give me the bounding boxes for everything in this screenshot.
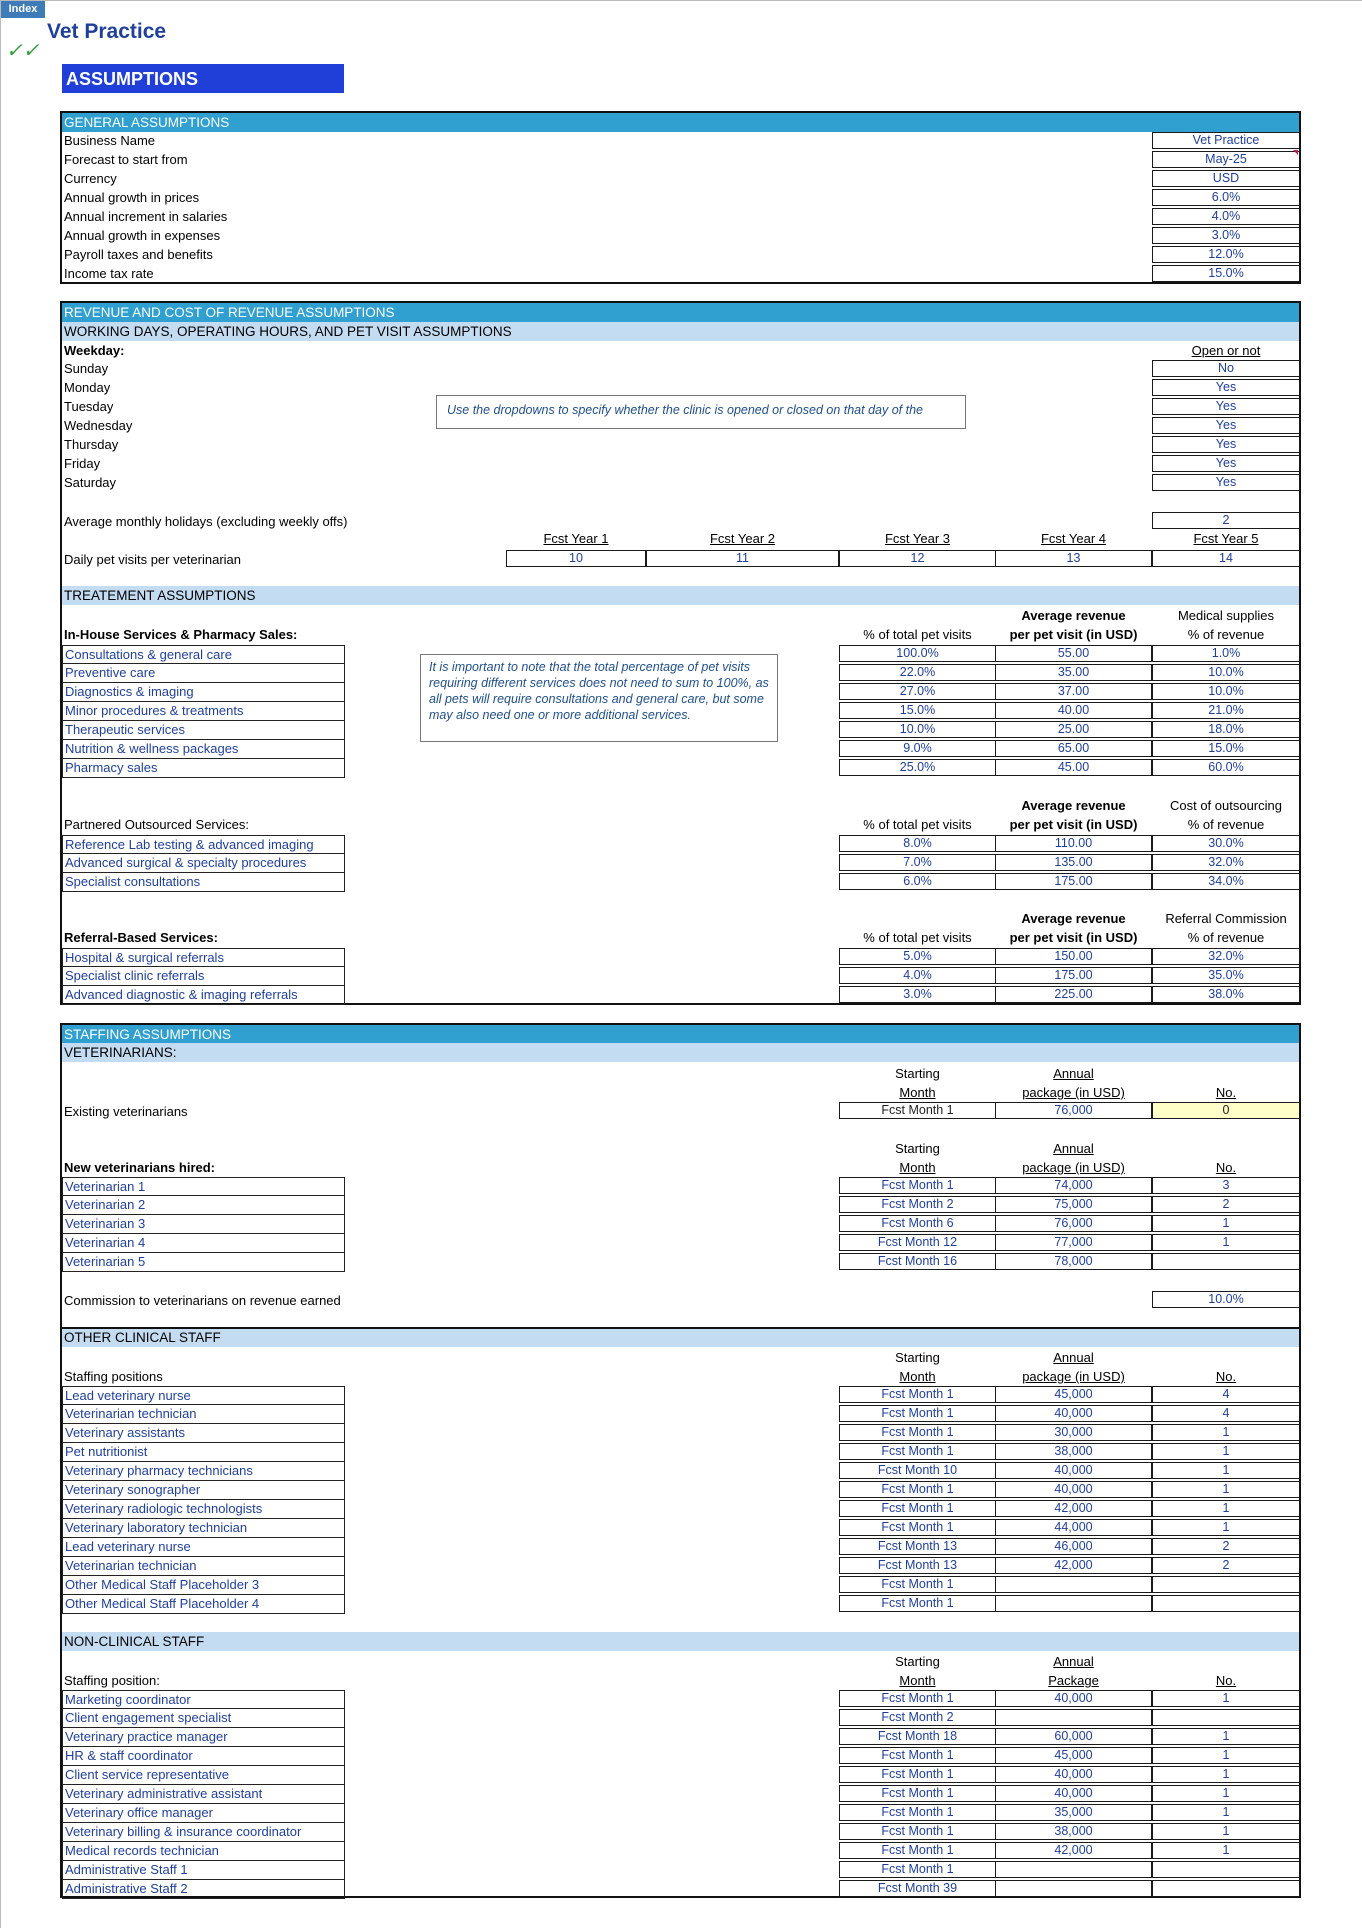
annual-package-value[interactable] — [995, 1595, 1152, 1612]
service-name-link[interactable]: Nutrition & wellness packages — [62, 740, 345, 759]
headcount-value[interactable]: 1 — [1152, 1804, 1300, 1821]
staff-position-link[interactable]: Veterinarian technician — [62, 1405, 345, 1424]
annual-package-value[interactable]: 78,000 — [995, 1253, 1152, 1270]
commission-label: Commission to veterinarians on revenue earned — [64, 1293, 341, 1308]
staff-position-link[interactable]: Administrative Staff 1 — [62, 1861, 345, 1880]
clinical-top-rule — [62, 1327, 1299, 1329]
annual-package-value[interactable]: 77,000 — [995, 1234, 1152, 1251]
general-header: GENERAL ASSUMPTIONS — [62, 113, 1299, 132]
sheet-top-border — [0, 0, 1362, 1]
annual-package-value[interactable]: 60,000 — [995, 1728, 1152, 1745]
section-title: ASSUMPTIONS — [62, 64, 344, 93]
annual-package-value[interactable]: 45,000 — [995, 1386, 1152, 1403]
service-name-link[interactable]: Advanced diagnostic & imaging referrals — [62, 986, 345, 1005]
cost-subheader: % of revenue — [1187, 930, 1265, 945]
service-name-link[interactable]: Specialist consultations — [62, 873, 345, 892]
clinical-label: Staffing positions — [64, 1369, 163, 1384]
annual-package-value[interactable]: 45,000 — [995, 1747, 1152, 1764]
general-row-label: Income tax rate — [64, 266, 154, 281]
avg-revenue-subheader: per pet visit (in USD) — [1009, 930, 1138, 945]
starting-header: Starting — [895, 1654, 940, 1669]
starting-month-dropdown[interactable]: Fcst Month 13 — [839, 1557, 996, 1574]
treatment-header: TREATEMENT ASSUMPTIONS — [62, 586, 1299, 605]
year-header: Fcst Year 5 — [1193, 531, 1259, 546]
app-title: Vet Practice — [47, 20, 167, 43]
sheet-left-border — [0, 0, 1, 1928]
service-group-label: In-House Services & Pharmacy Sales: — [64, 627, 298, 642]
general-row-value[interactable]: 6.0% — [1152, 189, 1300, 206]
annual-package-value[interactable]: 44,000 — [995, 1519, 1152, 1536]
staff-position-link[interactable]: Lead veterinary nurse — [62, 1386, 345, 1405]
avg-revenue-subheader: per pet visit (in USD) — [1009, 817, 1138, 832]
cost-pct-value[interactable]: 32.0% — [1152, 854, 1300, 871]
cost-pct-value[interactable]: 10.0% — [1152, 683, 1300, 700]
general-row-label: Payroll taxes and benefits — [64, 247, 213, 262]
general-row-label: Forecast to start from — [64, 152, 188, 167]
headcount-value[interactable]: 2 — [1152, 1538, 1300, 1555]
cost-pct-value[interactable]: 15.0% — [1152, 740, 1300, 757]
annual-package-value[interactable]: 42,000 — [995, 1500, 1152, 1517]
avg-revenue-header: Average revenue — [1021, 798, 1126, 813]
nonclinical-header: NON-CLINICAL STAFF — [62, 1632, 1299, 1651]
pct-visits-value[interactable]: 9.0% — [839, 740, 996, 757]
pct-visits-value[interactable]: 5.0% — [839, 948, 996, 965]
service-name-link[interactable]: Consultations & general care — [62, 645, 345, 664]
starting-month-dropdown[interactable]: Fcst Month 1 — [839, 1519, 996, 1536]
pct-visits-header: % of total pet visits — [863, 627, 972, 642]
veterinarians-header: VETERINARIANS: — [62, 1043, 1299, 1062]
general-row-label: Annual growth in prices — [64, 190, 200, 205]
comment-marker — [1293, 150, 1298, 155]
staff-position-link[interactable]: Veterinary assistants — [62, 1424, 345, 1443]
daily-visits-value[interactable]: 10 — [506, 550, 646, 567]
staff-position-link[interactable]: Client service representative — [62, 1766, 345, 1785]
headcount-value[interactable] — [1152, 1861, 1300, 1878]
starting-month-dropdown[interactable]: Fcst Month 1 — [839, 1576, 996, 1593]
daily-visits-value[interactable]: 13 — [995, 550, 1152, 567]
cost-pct-value[interactable]: 32.0% — [1152, 948, 1300, 965]
service-name-link[interactable]: Advanced surgical & specialty procedures — [62, 854, 345, 873]
pct-visits-value[interactable]: 10.0% — [839, 721, 996, 738]
starting-month-dropdown[interactable]: Fcst Month 16 — [839, 1253, 996, 1270]
year-header: Fcst Year 1 — [543, 531, 609, 546]
headcount-value[interactable]: 2 — [1152, 1196, 1300, 1213]
month-header: Month — [899, 1673, 936, 1688]
daily-visits-label: Daily pet visits per veterinarian — [64, 552, 242, 567]
service-name-link[interactable]: Diagnostics & imaging — [62, 683, 345, 702]
dropdown-note: Use the dropdowns to specify whether the clinic is opened or closed on that day of the — [436, 395, 966, 429]
cost-pct-value[interactable]: 35.0% — [1152, 967, 1300, 984]
starting-month-dropdown[interactable]: Fcst Month 1 — [839, 1747, 996, 1764]
starting-header: Starting — [895, 1141, 940, 1156]
starting-month-dropdown[interactable]: Fcst Month 1 — [839, 1842, 996, 1859]
starting-month-dropdown[interactable]: Fcst Month 1 — [839, 1500, 996, 1517]
starting-month-dropdown[interactable]: Fcst Month 2 — [839, 1196, 996, 1213]
revenue-header: REVENUE AND COST OF REVENUE ASSUMPTIONS — [62, 303, 1299, 322]
starting-month-dropdown[interactable]: Fcst Month 1 — [839, 1861, 996, 1878]
annual-package-value[interactable]: 38,000 — [995, 1823, 1152, 1840]
pct-visits-value[interactable]: 25.0% — [839, 759, 996, 776]
pct-visits-value[interactable]: 100.0% — [839, 645, 996, 662]
starting-month-dropdown[interactable]: Fcst Month 1 — [839, 1766, 996, 1783]
daily-visits-value[interactable]: 11 — [646, 550, 839, 567]
month-header: Month — [899, 1085, 936, 1100]
staff-position-link[interactable]: Veterinary radiologic technologists — [62, 1500, 345, 1519]
weekday-open-dropdown[interactable]: Yes — [1152, 455, 1300, 472]
general-row-value[interactable]: USD — [1152, 170, 1300, 187]
annual-package-value[interactable]: 74,000 — [995, 1177, 1152, 1194]
annual-package-value[interactable]: 40,000 — [995, 1690, 1152, 1707]
staff-position-link[interactable]: Veterinarian 3 — [62, 1215, 345, 1234]
year-header: Fcst Year 3 — [884, 531, 951, 546]
pct-visits-value[interactable]: 15.0% — [839, 702, 996, 719]
general-assumptions-section — [60, 111, 1301, 284]
staff-position-link[interactable]: Client engagement specialist — [62, 1709, 345, 1728]
general-row-value[interactable]: 4.0% — [1152, 208, 1300, 225]
avg-revenue-value[interactable]: 225.00 — [995, 986, 1152, 1003]
service-name-link[interactable]: Therapeutic services — [62, 721, 345, 740]
staff-position-link[interactable]: Administrative Staff 2 — [62, 1880, 345, 1899]
avg-revenue-value[interactable]: 65.00 — [995, 740, 1152, 757]
annual-package-value[interactable]: 46,000 — [995, 1538, 1152, 1555]
existing-package[interactable]: 76,000 — [995, 1102, 1152, 1119]
headcount-value[interactable]: 1 — [1152, 1500, 1300, 1517]
staff-position-link[interactable]: Medical records technician — [62, 1842, 345, 1861]
cost-header: Referral Commission — [1165, 911, 1287, 926]
working-days-header: WORKING DAYS, OPERATING HOURS, AND PET VISIT ASSUMPTIONS — [62, 322, 1299, 341]
headcount-value[interactable]: 4 — [1152, 1405, 1300, 1422]
avg-revenue-value[interactable]: 150.00 — [995, 948, 1152, 965]
package-header: Package — [1048, 1673, 1099, 1688]
weekday-name: Monday — [64, 380, 111, 395]
package-header: package (in USD) — [1022, 1085, 1125, 1100]
general-row-value[interactable]: May-25 — [1152, 151, 1300, 168]
annual-package-value[interactable]: 40,000 — [995, 1481, 1152, 1498]
cost-pct-value[interactable]: 1.0% — [1152, 645, 1300, 662]
month-header: Month — [899, 1369, 936, 1384]
annual-package-value[interactable]: 38,000 — [995, 1443, 1152, 1460]
avg-revenue-header: Average revenue — [1021, 911, 1126, 926]
annual-package-value[interactable]: 40,000 — [995, 1405, 1152, 1422]
services-note: It is important to note that the total percentage of pet visits requiring different services does not need to sum to 100%, as all pets will require consultations and general care, but some may also need one or more additional services. — [420, 654, 778, 742]
service-name-link[interactable]: Minor procedures & treatments — [62, 702, 345, 721]
starting-month-dropdown[interactable]: Fcst Month 1 — [839, 1785, 996, 1802]
service-group-label: Referral-Based Services: — [64, 930, 218, 945]
annual-package-value[interactable]: 35,000 — [995, 1804, 1152, 1821]
starting-month-dropdown[interactable]: Fcst Month 6 — [839, 1215, 996, 1232]
starting-header: Starting — [895, 1350, 940, 1365]
month-header: Month — [899, 1160, 936, 1175]
avg-revenue-value[interactable]: 175.00 — [995, 873, 1152, 890]
pct-visits-value[interactable]: 4.0% — [839, 967, 996, 984]
count-header: No. — [1215, 1673, 1237, 1688]
annual-header: Annual — [1053, 1141, 1094, 1156]
general-row-label: Annual growth in expenses — [64, 228, 221, 243]
headcount-value[interactable] — [1152, 1880, 1300, 1897]
staff-position-link[interactable]: Veterinary laboratory technician — [62, 1519, 345, 1538]
annual-package-value[interactable]: 40,000 — [995, 1462, 1152, 1479]
package-header: package (in USD) — [1022, 1369, 1125, 1384]
weekday-open-dropdown[interactable]: Yes — [1152, 436, 1300, 453]
cost-pct-value[interactable]: 21.0% — [1152, 702, 1300, 719]
headcount-value[interactable]: 3 — [1152, 1177, 1300, 1194]
avg-revenue-value[interactable]: 35.00 — [995, 664, 1152, 681]
cost-pct-value[interactable]: 10.0% — [1152, 664, 1300, 681]
annual-header: Annual — [1053, 1350, 1094, 1365]
headcount-value[interactable]: 2 — [1152, 1557, 1300, 1574]
starting-month-dropdown[interactable]: Fcst Month 1 — [839, 1405, 996, 1422]
check-icon: ✓✓ — [6, 40, 40, 62]
headcount-value[interactable]: 1 — [1152, 1481, 1300, 1498]
cost-pct-value[interactable]: 60.0% — [1152, 759, 1300, 776]
weekday-open-dropdown[interactable]: No — [1152, 360, 1300, 377]
weekday-open-dropdown[interactable]: Yes — [1152, 474, 1300, 491]
general-row-label: Currency — [64, 171, 117, 186]
existing-month[interactable]: Fcst Month 1 — [839, 1102, 996, 1119]
annual-package-value[interactable] — [995, 1709, 1152, 1726]
annual-package-value[interactable] — [995, 1861, 1152, 1878]
new-vets-label: New veterinarians hired: — [64, 1160, 215, 1175]
headcount-value[interactable]: 1 — [1152, 1215, 1300, 1232]
staff-position-link[interactable]: Veterinarian 4 — [62, 1234, 345, 1253]
service-name-link[interactable]: Hospital & surgical referrals — [62, 948, 345, 967]
headcount-value[interactable]: 1 — [1152, 1747, 1300, 1764]
staff-position-link[interactable]: Veterinarian 5 — [62, 1253, 345, 1272]
staff-position-link[interactable]: Veterinary practice manager — [62, 1728, 345, 1747]
starting-header: Starting — [895, 1066, 940, 1081]
annual-package-value[interactable]: 30,000 — [995, 1424, 1152, 1441]
staff-position-link[interactable]: Veterinarian technician — [62, 1557, 345, 1576]
cost-subheader: % of revenue — [1187, 627, 1265, 642]
starting-month-dropdown[interactable]: Fcst Month 1 — [839, 1595, 996, 1612]
avg-revenue-subheader: per pet visit (in USD) — [1009, 627, 1138, 642]
starting-month-dropdown[interactable]: Fcst Month 1 — [839, 1386, 996, 1403]
headcount-value[interactable]: 4 — [1152, 1386, 1300, 1403]
staff-position-link[interactable]: Veterinarian 1 — [62, 1177, 345, 1196]
avg-revenue-value[interactable]: 45.00 — [995, 759, 1152, 776]
avg-revenue-value[interactable]: 55.00 — [995, 645, 1152, 662]
existing-vets-label: Existing veterinarians — [64, 1104, 188, 1119]
clinical-header: OTHER CLINICAL STAFF — [62, 1328, 1299, 1347]
starting-month-dropdown[interactable]: Fcst Month 1 — [839, 1690, 996, 1707]
general-row-label: Annual increment in salaries — [64, 209, 228, 224]
weekday-open-dropdown[interactable]: Yes — [1152, 379, 1300, 396]
headcount-value[interactable]: 1 — [1152, 1519, 1300, 1536]
pct-visits-value[interactable]: 6.0% — [839, 873, 996, 890]
service-name-link[interactable]: Specialist clinic referrals — [62, 967, 345, 986]
starting-month-dropdown[interactable]: Fcst Month 12 — [839, 1234, 996, 1251]
staffing-header: STAFFING ASSUMPTIONS — [62, 1025, 1299, 1044]
staff-position-link[interactable]: Other Medical Staff Placeholder 4 — [62, 1595, 345, 1614]
count-header: No. — [1215, 1160, 1237, 1175]
daily-visits-value[interactable]: 14 — [1152, 550, 1300, 567]
starting-month-dropdown[interactable]: Fcst Month 1 — [839, 1177, 996, 1194]
staff-position-link[interactable]: Veterinary administrative assistant — [62, 1785, 345, 1804]
annual-package-value[interactable]: 76,000 — [995, 1215, 1152, 1232]
starting-month-dropdown[interactable]: Fcst Month 1 — [839, 1481, 996, 1498]
cost-pct-value[interactable]: 34.0% — [1152, 873, 1300, 890]
headcount-value[interactable]: 1 — [1152, 1690, 1300, 1707]
weekday-name: Thursday — [64, 437, 119, 452]
annual-header: Annual — [1053, 1654, 1094, 1669]
nonclinical-label: Staffing position: — [64, 1673, 160, 1688]
headcount-value[interactable] — [1152, 1576, 1300, 1593]
starting-month-dropdown[interactable]: Fcst Month 1 — [839, 1424, 996, 1441]
starting-month-dropdown[interactable]: Fcst Month 1 — [839, 1804, 996, 1821]
staff-position-link[interactable]: Veterinary billing & insurance coordinator — [62, 1823, 345, 1842]
headcount-value[interactable]: 1 — [1152, 1785, 1300, 1802]
avg-revenue-value[interactable]: 175.00 — [995, 967, 1152, 984]
starting-month-dropdown[interactable]: Fcst Month 1 — [839, 1823, 996, 1840]
cost-header: Medical supplies — [1177, 608, 1275, 623]
general-row-label: Business Name — [64, 133, 156, 148]
weekday-open-dropdown[interactable]: Yes — [1152, 398, 1300, 415]
weekday-name: Wednesday — [64, 418, 133, 433]
cost-header: Cost of outsourcing — [1169, 798, 1282, 813]
count-header: No. — [1215, 1369, 1237, 1384]
weekday-open-dropdown[interactable]: Yes — [1152, 417, 1300, 434]
avg-revenue-value[interactable]: 110.00 — [995, 835, 1152, 852]
cost-pct-value[interactable]: 38.0% — [1152, 986, 1300, 1003]
general-row-value[interactable]: 15.0% — [1152, 265, 1300, 282]
pct-visits-value[interactable]: 27.0% — [839, 683, 996, 700]
staff-position-link[interactable]: Marketing coordinator — [62, 1690, 345, 1709]
pct-visits-value[interactable]: 22.0% — [839, 664, 996, 681]
headcount-value[interactable]: 1 — [1152, 1424, 1300, 1441]
holidays-input[interactable]: 2 — [1152, 512, 1300, 529]
pct-visits-header: % of total pet visits — [863, 817, 972, 832]
service-name-link[interactable]: Pharmacy sales — [62, 759, 345, 778]
open-header: Open or not — [1191, 343, 1261, 358]
staff-position-link[interactable]: Other Medical Staff Placeholder 3 — [62, 1576, 345, 1595]
headcount-value[interactable]: 1 — [1152, 1443, 1300, 1460]
index-tab[interactable]: Index — [1, 1, 45, 18]
starting-month-dropdown[interactable]: Fcst Month 2 — [839, 1709, 996, 1726]
headcount-value[interactable]: 1 — [1152, 1728, 1300, 1745]
annual-package-value[interactable]: 40,000 — [995, 1785, 1152, 1802]
pct-visits-value[interactable]: 7.0% — [839, 854, 996, 871]
count-header: No. — [1215, 1085, 1237, 1100]
headcount-value[interactable] — [1152, 1253, 1300, 1270]
starting-month-dropdown[interactable]: Fcst Month 39 — [839, 1880, 996, 1897]
avg-revenue-value[interactable]: 25.00 — [995, 721, 1152, 738]
annual-package-value[interactable]: 75,000 — [995, 1196, 1152, 1213]
avg-revenue-header: Average revenue — [1021, 608, 1126, 623]
commission-value[interactable]: 10.0% — [1152, 1291, 1300, 1308]
starting-month-dropdown[interactable]: Fcst Month 1 — [839, 1443, 996, 1460]
cost-subheader: % of revenue — [1187, 817, 1265, 832]
staff-position-link[interactable]: HR & staff coordinator — [62, 1747, 345, 1766]
pct-visits-value[interactable]: 8.0% — [839, 835, 996, 852]
service-group-label: Partnered Outsourced Services: — [64, 817, 249, 832]
staff-position-link[interactable]: Lead veterinary nurse — [62, 1538, 345, 1557]
headcount-value[interactable]: 1 — [1152, 1462, 1300, 1479]
pct-visits-value[interactable]: 3.0% — [839, 986, 996, 1003]
weekday-name: Sunday — [64, 361, 109, 376]
avg-revenue-value[interactable]: 135.00 — [995, 854, 1152, 871]
package-header: package (in USD) — [1022, 1160, 1125, 1175]
staff-position-link[interactable]: Pet nutritionist — [62, 1443, 345, 1462]
staff-position-link[interactable]: Veterinary office manager — [62, 1804, 345, 1823]
headcount-value[interactable]: 1 — [1152, 1766, 1300, 1783]
annual-package-value[interactable]: 40,000 — [995, 1766, 1152, 1783]
weekday-name: Tuesday — [64, 399, 114, 414]
annual-package-value[interactable] — [995, 1576, 1152, 1593]
headcount-value[interactable] — [1152, 1595, 1300, 1612]
cost-pct-value[interactable]: 18.0% — [1152, 721, 1300, 738]
avg-revenue-value[interactable]: 37.00 — [995, 683, 1152, 700]
starting-month-dropdown[interactable]: Fcst Month 10 — [839, 1462, 996, 1479]
headcount-value[interactable]: 1 — [1152, 1234, 1300, 1251]
general-row-value[interactable]: 3.0% — [1152, 227, 1300, 244]
avg-revenue-value[interactable]: 40.00 — [995, 702, 1152, 719]
general-row-value[interactable]: 12.0% — [1152, 246, 1300, 263]
holidays-label: Average monthly holidays (excluding weekly offs) — [64, 514, 348, 529]
annual-package-value[interactable] — [995, 1880, 1152, 1897]
cost-pct-value[interactable]: 30.0% — [1152, 835, 1300, 852]
service-name-link[interactable]: Reference Lab testing & advanced imaging — [62, 835, 345, 854]
staff-position-link[interactable]: Veterinarian 2 — [62, 1196, 345, 1215]
daily-visits-value[interactable]: 12 — [839, 550, 996, 567]
starting-month-dropdown[interactable]: Fcst Month 18 — [839, 1728, 996, 1745]
weekday-name: Friday — [64, 456, 101, 471]
general-row-value[interactable]: Vet Practice — [1152, 132, 1300, 149]
year-header: Fcst Year 4 — [1040, 531, 1107, 546]
headcount-value[interactable] — [1152, 1709, 1300, 1726]
headcount-value[interactable]: 1 — [1152, 1823, 1300, 1840]
weekday-name: Saturday — [64, 475, 117, 490]
weekday-label: Weekday: — [64, 343, 125, 358]
starting-month-dropdown[interactable]: Fcst Month 13 — [839, 1538, 996, 1555]
service-name-link[interactable]: Preventive care — [62, 664, 345, 683]
staff-position-link[interactable]: Veterinary sonographer — [62, 1481, 345, 1500]
annual-header: Annual — [1053, 1066, 1094, 1081]
annual-package-value[interactable]: 42,000 — [995, 1557, 1152, 1574]
headcount-value[interactable]: 1 — [1152, 1842, 1300, 1859]
annual-package-value[interactable]: 42,000 — [995, 1842, 1152, 1859]
staff-position-link[interactable]: Veterinary pharmacy technicians — [62, 1462, 345, 1481]
pct-visits-header: % of total pet visits — [863, 930, 972, 945]
existing-count-input[interactable]: 0 — [1152, 1102, 1300, 1119]
year-header: Fcst Year 2 — [709, 531, 776, 546]
